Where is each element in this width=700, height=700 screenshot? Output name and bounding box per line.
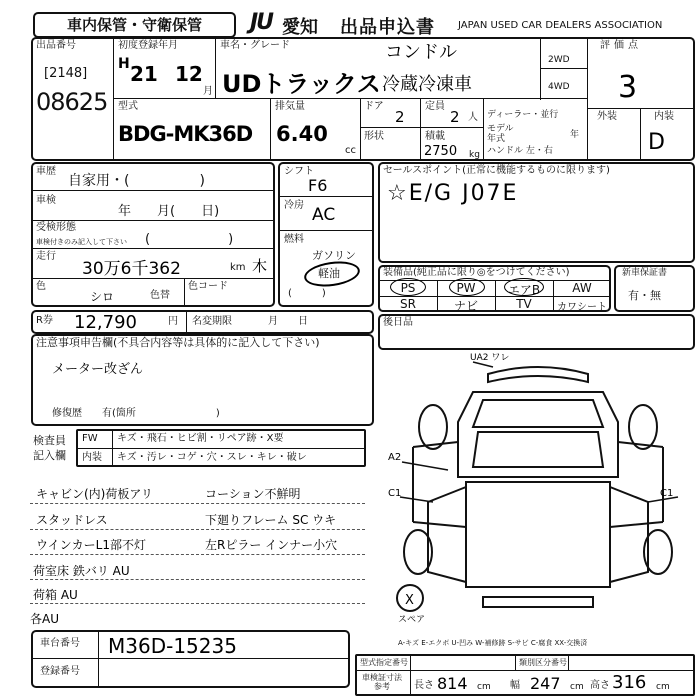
dealer-label: ディーラー・並行 <box>487 110 559 120</box>
diagram-label-c1-left: C1 <box>388 488 402 499</box>
height-value: 316 <box>612 672 647 693</box>
model-grade-bottom: 冷蔵冷凍車 <box>382 74 472 95</box>
callout-c1-left <box>400 497 433 502</box>
equip-ps: PS <box>400 281 416 295</box>
listing-no: 08625 <box>36 88 108 116</box>
color-label: 色 <box>36 281 46 292</box>
accept-label: 受検形態 <box>36 222 76 233</box>
equip-airbag: エアB <box>507 283 541 297</box>
vehicle-damage-diagram <box>378 352 695 627</box>
equipment-label: 装備品(純正品に限り◎をつけてください) <box>383 267 570 278</box>
type-label: 型式 <box>118 101 138 112</box>
mileage-value: 30万6千362 <box>82 259 181 279</box>
note-line-2: スタッドレス <box>36 513 108 527</box>
r-unit: 円 <box>168 316 178 327</box>
inspector-label: 検査員 記入欄 <box>33 434 66 462</box>
shift-value: F6 <box>308 176 328 195</box>
drive-4wd: 4WD <box>548 82 570 92</box>
inspection-label: 車検 <box>36 195 56 206</box>
mileage-unit: km <box>230 262 246 273</box>
note-line-5: 荷箱 AU <box>33 588 78 602</box>
history-label: 車歴 <box>36 166 56 177</box>
equip-aw: AW <box>572 281 592 295</box>
r-value: 12,790 <box>74 312 137 333</box>
inspector-fw-tag: FW <box>82 433 98 444</box>
doc-title: 出品申込書 <box>340 17 435 38</box>
height-label: 高さ <box>590 680 610 691</box>
posterior-label: 後日品 <box>383 317 413 328</box>
drive-2wd: 2WD <box>548 55 570 65</box>
reg-era: H <box>118 56 130 72</box>
association-name: JAPAN USED CAR DEALERS ASSOCIATION <box>458 20 663 31</box>
width-unit: cm <box>570 682 584 692</box>
category-label: 類別区分番号 <box>519 658 567 667</box>
type-spec-label: 型式指定番号 <box>360 658 408 667</box>
note-line-3: ウインカーL1部不灯 <box>36 538 146 552</box>
name-change-value: 月 日 <box>268 316 308 327</box>
model-year-unit: 年 <box>570 130 580 140</box>
width-label: 幅 <box>510 680 520 691</box>
cargo-door-left <box>428 487 466 582</box>
size-label: 車検証寸法 参考 <box>362 673 402 691</box>
callout-a2 <box>402 462 448 470</box>
displacement-label: 排気量 <box>275 101 305 112</box>
wheel-front-left <box>419 405 447 449</box>
model-name: UDトラックス <box>222 70 381 98</box>
model-year-label: モデル 年式 <box>487 124 514 144</box>
inspection-value: 年 月( 日) <box>118 204 220 219</box>
rating-value: 3 <box>618 70 638 105</box>
type-value: BDG-MK36D <box>118 122 253 146</box>
handle-label: ハンドル 左・右 <box>487 146 553 156</box>
length-unit: cm <box>477 682 491 692</box>
note-right-line-2: 下廻りフレーム SC ウキ <box>205 513 337 527</box>
sales-point-value: ☆E/G J07E <box>387 181 519 206</box>
fuel-blank: ( ) <box>288 288 326 299</box>
diagram-label-c1-right: C1 <box>660 488 674 499</box>
displacement-value: 6.40 <box>276 122 328 146</box>
note-line-1: キャビン(内)荷板アリ <box>36 487 153 501</box>
fuel-gasoline: ガソリン <box>312 249 356 262</box>
ac-value: AC <box>312 205 336 225</box>
equip-ps-circle <box>390 278 426 296</box>
notes-value: メーター改ざん <box>52 362 144 377</box>
exterior-label: 外装 <box>597 111 617 122</box>
warranty-value: 有・無 <box>628 289 661 302</box>
spare-mark: X <box>405 593 414 608</box>
inspector-interior-items: キズ・汚レ・コゲ・穴・スレ・キレ・破レ <box>117 452 307 463</box>
listing-no-label: 出品番号 <box>36 40 76 51</box>
mileage-label: 走行 <box>36 251 56 262</box>
color-value: シロ <box>90 290 115 304</box>
name-change-label: 名変期限 <box>192 316 232 327</box>
capacity-unit: 人 <box>468 112 478 123</box>
cargo-box <box>466 482 610 587</box>
roof <box>473 432 603 467</box>
load-label: 積載 <box>425 131 445 142</box>
shift-label: シフト <box>284 166 314 177</box>
equip-pw: PW <box>456 281 476 295</box>
chassis-label: 車台番号 <box>40 638 80 649</box>
displacement-unit: cc <box>345 145 356 156</box>
equip-airbag-circle <box>504 278 544 296</box>
note-right-line-1: コーション不鮮明 <box>205 487 301 501</box>
color-code-label: 色コード <box>188 281 228 292</box>
equip-sr: SR <box>400 297 416 311</box>
diagram-label-ua2: UA2 ワレ <box>470 353 510 363</box>
color-change: 色替 <box>150 290 170 301</box>
accept-value: ( ) <box>145 232 234 247</box>
chassis-value: M36D-15235 <box>108 634 237 658</box>
rear-bumper-shape <box>483 597 593 607</box>
shape-label: 形状 <box>364 131 384 142</box>
reg-month: 12 <box>175 62 203 86</box>
rating-label: 評価点 <box>600 40 642 51</box>
storage-badge: 車内保管・守衛保管 <box>33 12 236 38</box>
length-value: 814 <box>437 674 468 693</box>
diagram-label-a2: A2 <box>388 452 402 463</box>
load-value: 2750 <box>424 144 458 159</box>
r-label: R券 <box>36 315 53 326</box>
equip-tv: TV <box>516 297 532 311</box>
equip-navi: ナビ <box>453 299 478 313</box>
note-line-4: 荷室床 鉄バリ AU <box>33 564 130 578</box>
posterior-box <box>378 314 695 350</box>
logo-mark: JU <box>250 10 273 35</box>
model-grade-label: 車名・グレード <box>220 40 290 51</box>
sales-point-label: セールスポイント(正常に機能するものに限ります) <box>383 165 610 176</box>
cargo-door-right <box>610 487 648 582</box>
reg-month-unit: 月 <box>203 86 213 97</box>
fuel-label: 燃料 <box>284 234 304 245</box>
warranty-label: 新車保証書 <box>622 268 668 278</box>
capacity-value: 2 <box>450 108 460 126</box>
interior-grade: D <box>648 130 665 155</box>
reg-no-label: 登録番号 <box>40 666 80 677</box>
mileage-mark: 木 <box>252 257 268 275</box>
listing-code: [2148] <box>44 66 88 81</box>
doors-value: 2 <box>395 108 405 126</box>
height-unit: cm <box>656 682 670 692</box>
inspector-fw-items: キズ・飛石・ヒビ割・リペア跡・X要 <box>117 433 284 444</box>
logo-text: 愛知 <box>282 17 318 38</box>
inspector-interior-tag: 内装 <box>82 452 102 463</box>
front-bumper-shape <box>488 367 588 382</box>
note-line-6: 各AU <box>30 612 59 626</box>
ac-label: 冷房 <box>284 200 304 211</box>
damage-legend: A-キズ E-エクボ U-凹み W-補修跡 S-サビ C-腐食 XX-交換済 <box>398 639 588 647</box>
equip-leather-seat: カワシート <box>557 302 607 313</box>
fuel-diesel: 軽油 <box>318 267 340 280</box>
length-label: 長さ <box>414 680 434 691</box>
capacity-label: 定員 <box>425 101 445 112</box>
notes-label: 注意事項申告欄(不具合内容等は具体的に記入して下さい) <box>36 336 320 349</box>
wheel-front-right <box>629 405 657 449</box>
windshield <box>473 400 603 427</box>
equip-pw-circle <box>449 278 485 296</box>
accept-sub: 車検付きのみ記入して下さい <box>36 238 127 246</box>
spare-label: スペア <box>398 615 426 625</box>
model-grade-top: コンドル <box>385 42 457 63</box>
sales-point-box <box>378 162 695 263</box>
doors-label: ドア <box>364 101 384 112</box>
interior-label: 内装 <box>654 111 674 122</box>
history-value: 自家用・( ) <box>68 173 205 189</box>
width-value: 247 <box>530 674 561 693</box>
note-right-line-3: 左Rピラー インナー小穴 <box>205 538 338 552</box>
first-reg-label: 初度登録年月 <box>118 40 178 51</box>
reg-year: 21 <box>130 62 158 86</box>
repair-label: 修復歴 有(箇所 ) <box>52 408 220 419</box>
load-unit: kg <box>469 150 480 160</box>
